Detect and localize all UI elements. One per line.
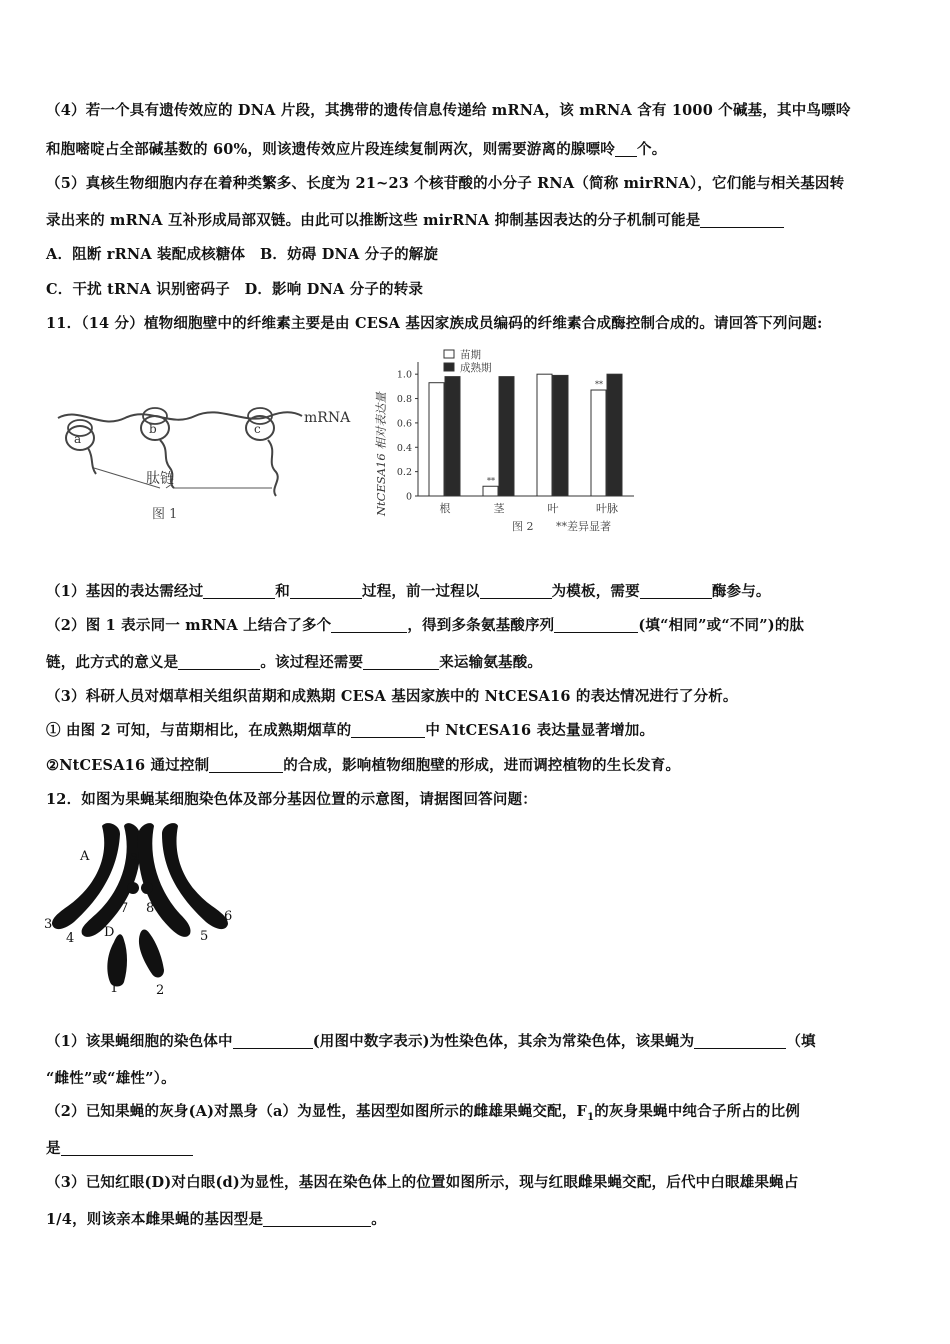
answer-blank[interactable] xyxy=(363,653,439,670)
bar-mature xyxy=(607,374,622,496)
figure-2-chart xyxy=(372,344,642,540)
answer-blank[interactable] xyxy=(233,1032,313,1049)
label-2: 2 xyxy=(156,983,165,998)
answer-blank[interactable] xyxy=(694,1032,786,1049)
chromosome-2 xyxy=(139,930,164,978)
answer-blank[interactable] xyxy=(290,582,362,599)
q11-q2-line1: （2）图 1 表示同一 mRNA 上结合了多个 ，得到多条氨基酸序列 (填“相同”或“不同”)的肽 xyxy=(46,617,805,634)
bar-seedling xyxy=(537,374,552,496)
answer-blank[interactable] xyxy=(554,616,638,633)
y-tick-label: 0.2 xyxy=(396,467,412,479)
q11-q3-2: ②NtCESA16 通过控制 的合成，影响植物细胞壁的形成，进而调控植物的生长发育。 xyxy=(46,757,681,774)
answer-blank[interactable] xyxy=(263,1210,371,1227)
legend-label-seedling: 苗期 xyxy=(460,349,481,361)
q12-q1-line1: （1）该果蝇细胞的染色体中 (用图中数字表示)为性染色体，其余为常染色体，该果蝇为 （填 xyxy=(46,1033,816,1050)
y-tick-label: 0.8 xyxy=(396,394,412,406)
q11-q2-line2: 链，此方式的意义是 。该过程还需要 来运输氨基酸。 xyxy=(46,654,543,671)
label-8: 8 xyxy=(146,901,155,916)
figure-chromosomes xyxy=(40,816,250,1002)
x-tick-label: 叶 xyxy=(547,502,559,515)
answer-blank[interactable] xyxy=(351,721,425,738)
y-tick-label: 0.6 xyxy=(396,418,412,430)
q10-options-cd: C．干扰 tRNA 识别密码子 D．影响 DNA 分子的转录 xyxy=(46,281,424,298)
answer-blank[interactable] xyxy=(640,582,712,599)
q12-q2-line2: 是 xyxy=(46,1138,908,1160)
q11-q3-intro: （3）科研人员对烟草相关组织苗期和成熟期 CESA 基因家族中的 NtCESA16 的表达情况进行了分析。 xyxy=(46,688,738,705)
q10-p5-line2: 录出来的 mRNA 互补形成局部双链。由此可以推断这些 mirRNA 抑制基因表达的分子机制可能是 xyxy=(46,210,908,232)
legend-label-mature: 成熟期 xyxy=(460,362,492,374)
chromosome-8 xyxy=(141,882,153,894)
q10-p5-line1: （5）真核生物细胞内存在着种类繁多、长度为 21~23 个核苷酸的小分子 RNA（简称 mirRNA），它们能与相关基因转 xyxy=(46,175,845,192)
significance-note: **差异显著 xyxy=(556,520,611,533)
bar-mature xyxy=(499,377,514,496)
significance-mark: ** xyxy=(595,380,603,390)
ribosome-c xyxy=(246,408,278,496)
q10-p4-line1: （4）若一个具有遗传效应的 DNA 片段，其携带的遗传信息传递给 mRNA，该 mRNA 含有 1000 个碱基，其中鸟嘌呤 xyxy=(46,102,851,119)
gene-label-A: A xyxy=(80,849,90,864)
answer-blank[interactable] xyxy=(480,582,552,599)
q12-q3-line1: （3）已知红眼(D)对白眼(d)为显性，基因在染色体上的位置如图所示，现与红眼雌果蝇交配，后代中白眼雄果蝇占 xyxy=(46,1174,799,1191)
ribosome-a xyxy=(66,420,96,474)
bar-seedling xyxy=(591,390,606,496)
q12-q1-line2: “雌性”或“雄性”）。 xyxy=(46,1070,176,1087)
label-5: 5 xyxy=(200,929,209,944)
q11-q1: （1）基因的表达需经过 和 过程，前一过程以 为模板，需要 酶参与。 xyxy=(46,583,771,600)
mrna-label: mRNA xyxy=(304,410,351,426)
bar-seedling xyxy=(483,486,498,496)
label-7: 7 xyxy=(120,901,129,916)
y-tick-label: 0.4 xyxy=(396,442,412,454)
x-tick-label: 根 xyxy=(439,502,451,515)
label-3: 3 xyxy=(44,917,53,932)
figure-2-caption: 图 2 xyxy=(512,520,534,533)
chromosome-1 xyxy=(107,934,127,986)
x-tick-label: 叶脉 xyxy=(596,502,618,515)
gene-label-a: a xyxy=(130,849,138,864)
bar-mature xyxy=(553,375,568,496)
answer-blank[interactable] xyxy=(178,653,260,670)
q11-q3-1: ① 由图 2 可知，与苗期相比，在成熟期烟草的 中 NtCESA16 表达量显著增加。 xyxy=(46,722,655,739)
answer-blank[interactable] xyxy=(615,140,637,157)
chromosome-7 xyxy=(127,882,139,894)
answer-blank[interactable] xyxy=(203,582,275,599)
y-tick-label: 0 xyxy=(405,491,412,503)
y-tick-label: 1.0 xyxy=(396,369,412,381)
q10-options-ab: A．阻断 rRNA 装配成核糖体 B．妨碍 DNA 分子的解旋 xyxy=(46,246,439,263)
legend-swatch-mature xyxy=(444,363,454,371)
svg-text:c: c xyxy=(254,422,261,436)
q11-intro: 11．（14 分）植物细胞壁中的纤维素主要是由 CESA 基因家族成员编码的纤维素合成酶控制合成的。请回答下列问题: xyxy=(46,315,823,332)
significance-mark: ** xyxy=(487,476,495,486)
q10-p4-line2: 和胞嘧啶占全部碱基数的 60%，则该遗传效应片段连续复制两次，则需要游离的腺嘌呤 个。 xyxy=(46,141,667,158)
label-4: 4 xyxy=(66,931,75,946)
label-6: 6 xyxy=(224,909,233,924)
q12-intro: 12．如图为果蝇某细胞染色体及部分基因位置的示意图，请据图回答问题： xyxy=(46,791,537,808)
answer-blank[interactable] xyxy=(700,211,784,228)
figure-1-caption: 图 1 xyxy=(152,507,178,522)
svg-text:a: a xyxy=(74,432,82,446)
q12-q3-line2: 1/4，则该亲本雌果蝇的基因型是 。 xyxy=(46,1211,386,1228)
q12-q2-line1: （2）已知果蝇的灰身(A)对黑身（a）为显性，基因型如图所示的雌雄果蝇交配，$F_1$的灰身果蝇中纯合子所占的比例 xyxy=(46,1103,801,1123)
answer-blank[interactable] xyxy=(331,616,407,633)
gene-label-D: D xyxy=(104,925,115,940)
answer-blank[interactable] xyxy=(61,1139,193,1156)
y-axis-label: NtCESA16 相对表达量 xyxy=(374,392,388,516)
svg-text:b: b xyxy=(149,422,157,436)
label-1: 1 xyxy=(110,981,119,996)
bar-mature xyxy=(445,377,460,496)
answer-blank[interactable] xyxy=(209,756,283,773)
x-tick-label: 茎 xyxy=(493,502,505,515)
legend-swatch-seedling xyxy=(444,350,454,358)
peptide-chain-label: 肽链 xyxy=(146,471,174,487)
figure-1-polysome xyxy=(50,388,360,528)
bar-seedling xyxy=(429,383,444,496)
